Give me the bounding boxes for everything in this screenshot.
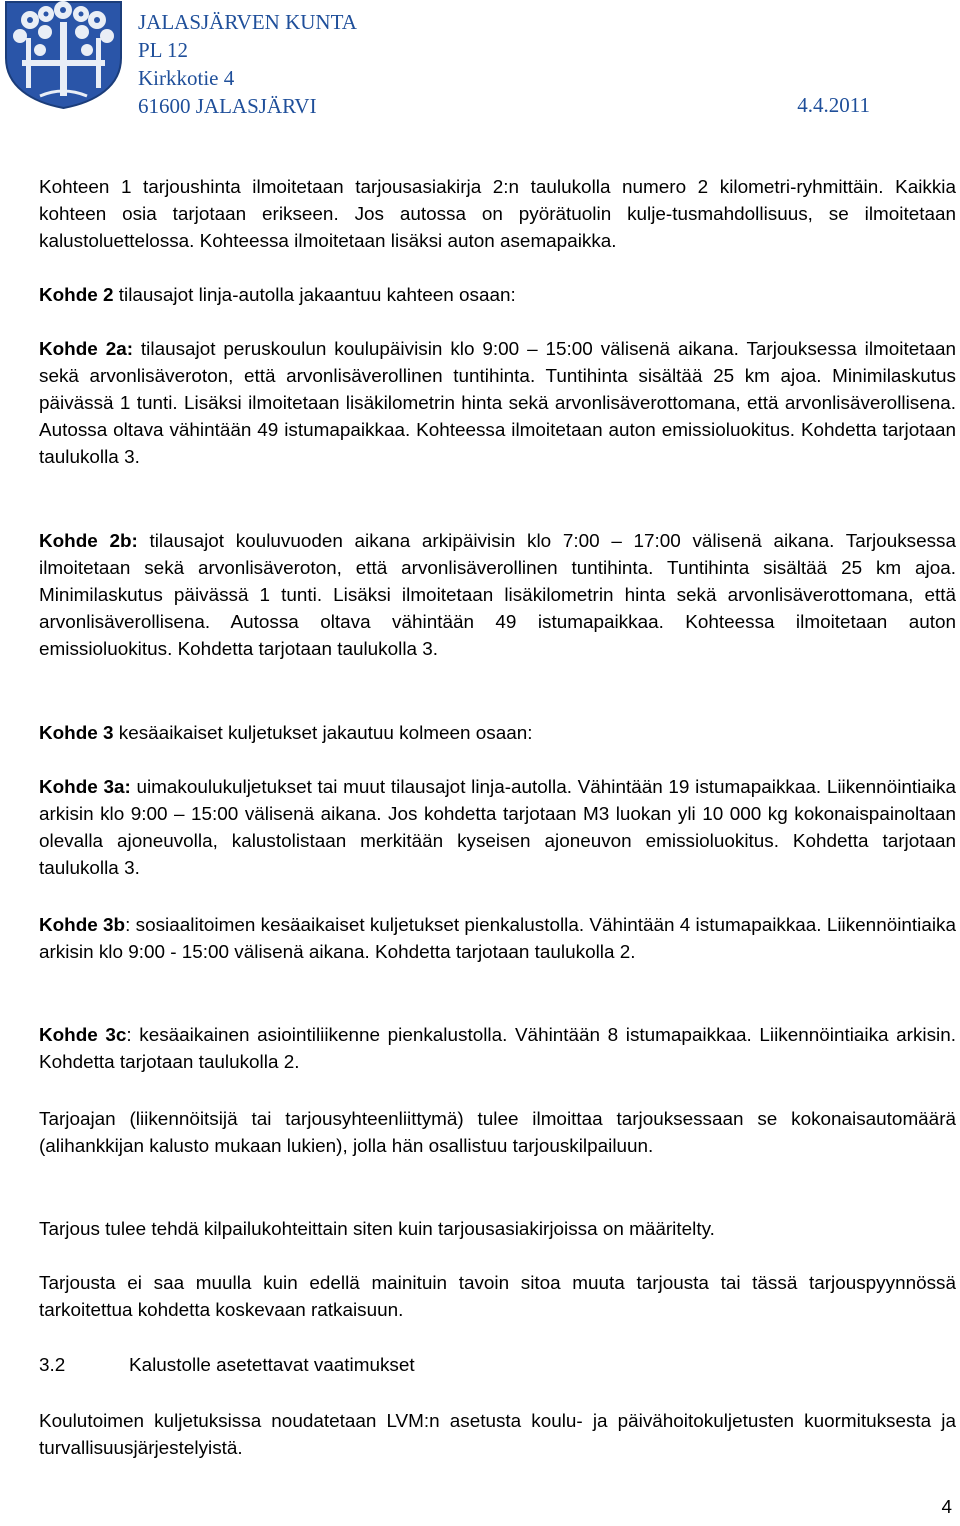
kohde2b-text: tilausajot kouluvuoden aikana arkipäivisin klo 7:00 – 17:00 välisenä aikana. Tarjouksessa ilmoitetaan sekä arvonlisäveroton, että arvonlisäverollinen tuntihinta. Tuntihinta sisältää 25 km ajoa. Minimilaskutus päivässä 1 tunti. Lisäksi ilmoitetaan lisäkilometrin hinta sekä arvonlisäverottomana, että arvonlisäverollisena. Autossa oltava vähintään 49 istumapaikkaa. Kohteessa ilmoitetaan auton emissioluokitus. Kohdetta tarjotaan taulukolla 3.	[39, 531, 956, 660]
kohde3-label: Kohde 3	[39, 723, 114, 744]
paragraph-lvm-regulation: Koulutoimen kuljetuksissa noudatetaan LVM:n asetusta koulu- ja päivähoitokuljetusten kuormituksesta ja turvallisuusjärjestelyistä.	[39, 1411, 956, 1459]
paragraph-vehicle-count: Tarjoajan (liikennöitsijä tai tarjousyhteenliittymä) tulee ilmoittaa tarjouksessaan se kokonaisautomäärä (alihankkijan kalusto mukaan lukien), jolla hän osallistuu tarjouskilpailuun.	[39, 1109, 956, 1157]
section-number: 3.2	[39, 1355, 66, 1376]
kohde2-label: Kohde 2	[39, 285, 114, 306]
kohde2a-text: tilausajot peruskoulun koulupäivisin klo 9:00 – 15:00 välisenä aikana. Tarjouksessa ilmoitetaan sekä arvonlisäveroton, että arvonlisäverollinen tuntihinta. Tuntihinta sisältää 25 km ajoa. Minimilaskutus päivässä 1 tunti. Lisäksi ilmoitetaan lisäkilometrin hinta sekä arvonlisäverottomana, että arvonlisäverollisena. Autossa oltava vähintään 49 istumapaikkaa. Kohteessa ilmoitetaan auton emissioluokitus. Kohdetta tarjotaan taulukolla 3.	[39, 339, 956, 468]
section-heading	[39, 1352, 415, 1379]
po-box: PL 12	[138, 38, 188, 62]
paragraph-kohde3c	[39, 1022, 956, 1076]
paragraph-kohde3-intro	[39, 720, 956, 747]
org-name: JALASJÄRVEN KUNTA	[138, 10, 357, 34]
kohde2a-label: Kohde 2a:	[39, 339, 133, 360]
kohde3b-text: : sosiaalitoimen kesäaikaiset kuljetukset pienkalustolla. Vähintään 4 istumapaikkaa. Liikennöintiaika arkisin klo 9:00 - 15:00 välisenä aikana. Kohdetta tarjotaan taulukolla 2.	[39, 915, 957, 963]
kohde2-text: tilausajot linja-autolla jakaantuu kahteen osaan:	[113, 285, 516, 306]
kohde3a-text: uimakoulukuljetukset tai muut tilausajot linja-autolla. Vähintään 19 istumapaikkaa. Liikennöintiaika arkisin klo 9:00 – 15:00 välisenä aikana. Jos kohdetta tarjotaan M3 luokan yli 10 000 kg kokonaispainoltaan olevalla ajoneuvolla, kalustolistaan merkitään kyseisen ajoneuvon emissioluokitus. Kohdetta tarjotaan taulukolla 3.	[39, 777, 957, 879]
kohde3-text: kesäaikaiset kuljetukset jakautuu kolmeen osaan:	[113, 723, 533, 744]
paragraph-kohde3b	[39, 912, 956, 966]
paragraph-kohde3a	[39, 774, 956, 882]
kohde3c-label: Kohde 3c	[39, 1025, 127, 1046]
kohde3a-label: Kohde 3a:	[39, 777, 131, 798]
kohde3b-label: Kohde 3b	[39, 915, 126, 936]
kohde2b-label: Kohde 2b:	[39, 531, 138, 552]
document-date: 4.4.2011	[797, 93, 870, 117]
paragraph-kohde2a	[39, 336, 956, 471]
section-title: Kalustolle asetettavat vaatimukset	[129, 1355, 415, 1376]
street-address: Kirkkotie 4	[138, 66, 235, 90]
paragraph-kohde1: Kohteen 1 tarjoushinta ilmoitetaan tarjousasiakirja 2:n taulukolla numero 2 kilometri-ryhmittäin. Kaikkia kohteen osia tarjotaan erikseen. Jos autossa on pyörätuolin kulje-tusmahdollisuus, se ilmoitetaan kalustoluettelossa. Kohteessa ilmoitetaan lisäksi auton asemapaikka.	[39, 177, 956, 252]
paragraph-bid-binding: Tarjousta ei saa muulla kuin edellä mainituin tavoin sitoa muuta tarjousta tai tässä tarjouspyynnössä tarkoitettua kohdetta koskevaan ratkaisuun.	[39, 1273, 956, 1321]
paragraph-bid-per-item: Tarjous tulee tehdä kilpailukohteittain siten kuin tarjousasiakirjoissa on määritelty.	[39, 1219, 715, 1240]
page-number: 4	[941, 1497, 952, 1518]
postal-city: 61600 JALASJÄRVI	[138, 94, 317, 118]
paragraph-kohde2-intro	[39, 282, 956, 309]
kohde3c-text: : kesäaikainen asiointiliikenne pienkalustolla. Vähintään 8 istumapaikkaa. Liikennöintiaika arkisin. Kohdetta tarjotaan taulukolla 2.	[39, 1025, 957, 1073]
municipal-crest-logo	[0, 0, 127, 110]
paragraph-kohde2b	[39, 528, 956, 663]
